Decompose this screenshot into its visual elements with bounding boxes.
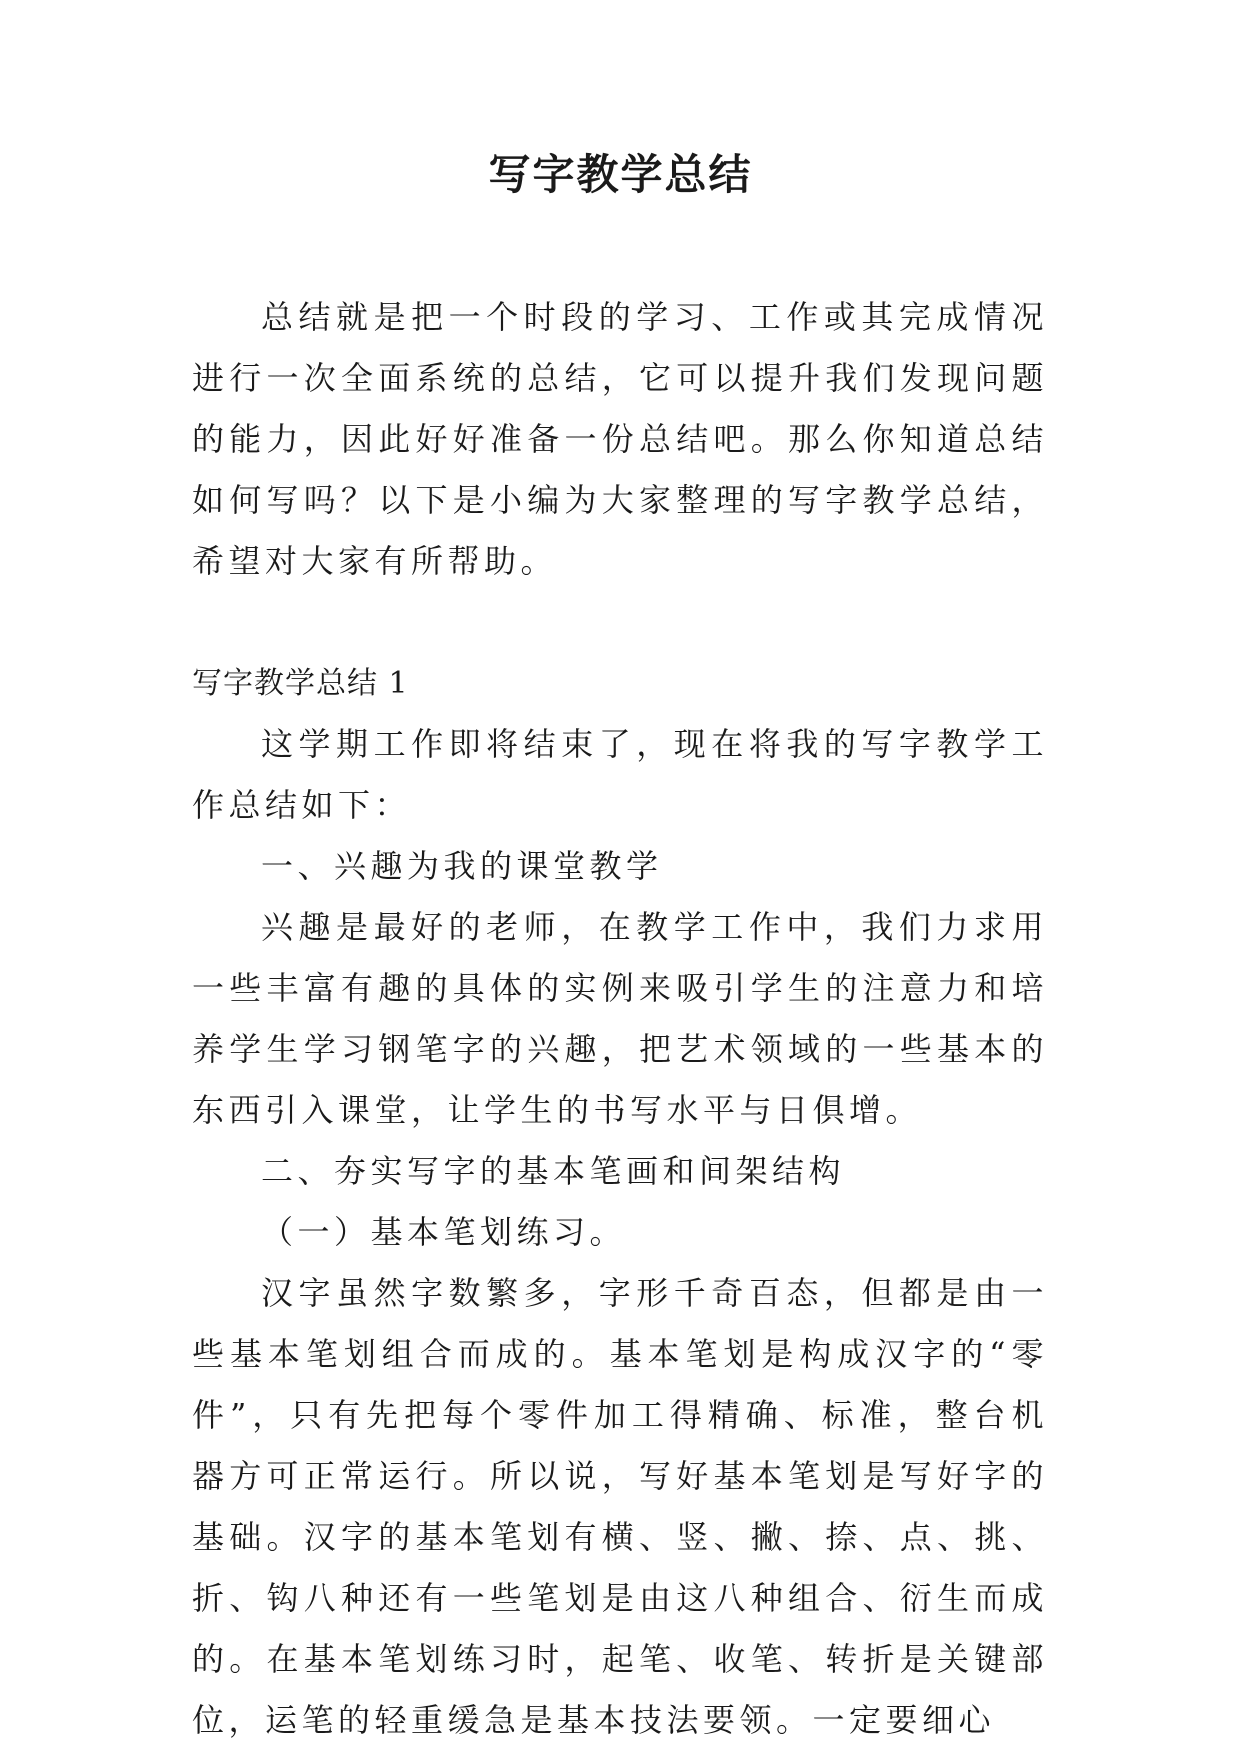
body-paragraph: 汉字虽然字数繁多，字形千奇百态，但都是由一些基本笔划组合而成的。基本笔划是构成汉字的“零件”，只有先把每个零件加工得精确、标准，整台机器方可正常运行。所以说，写好基本笔划是写好字的基础。汉字的基本笔划有横、竖、撇、捺、点、挑、折、钩八种还有一些笔划是由这八种组合、衍生而成的。在基本笔划练习时，起笔、收笔、转折是关键部位，运笔的轻重缓急是基本技法要领。一定要细心 <box>192 1274 1048 1739</box>
document-title: 写字教学总结 <box>488 150 753 199</box>
paragraph-spacer <box>192 592 1048 653</box>
document-body <box>192 287 1048 1751</box>
subheading-paragraph: 一、兴趣为我的课堂教学 <box>261 847 663 885</box>
intro-paragraph: 总结就是把一个时段的学习、工作或其完成情况进行一次全面系统的总结，它可以提升我们发现问题的能力，因此好好准备一份总结吧。那么你知道总结如何写吗？以下是小编为大家整理的写字教学总结，希望对大家有所帮助。 <box>192 298 1048 580</box>
body-paragraph: 这学期工作即将结束了，现在将我的写字教学工作总结如下： <box>192 725 1048 824</box>
subheading-paragraph: 二、夯实写字的基本笔画和间架结构 <box>261 1152 846 1190</box>
body-paragraph: 兴趣是最好的老师，在教学工作中，我们力求用一些丰富有趣的具体的实例来吸引学生的注意力和培养学生学习钢笔字的兴趣，把艺术领域的一些基本的东西引入课堂，让学生的书写水平与日俱增。 <box>192 908 1048 1129</box>
subheading-paragraph: （一）基本笔划练习。 <box>261 1213 627 1251</box>
section-heading: 写字教学总结 1 <box>192 666 409 701</box>
